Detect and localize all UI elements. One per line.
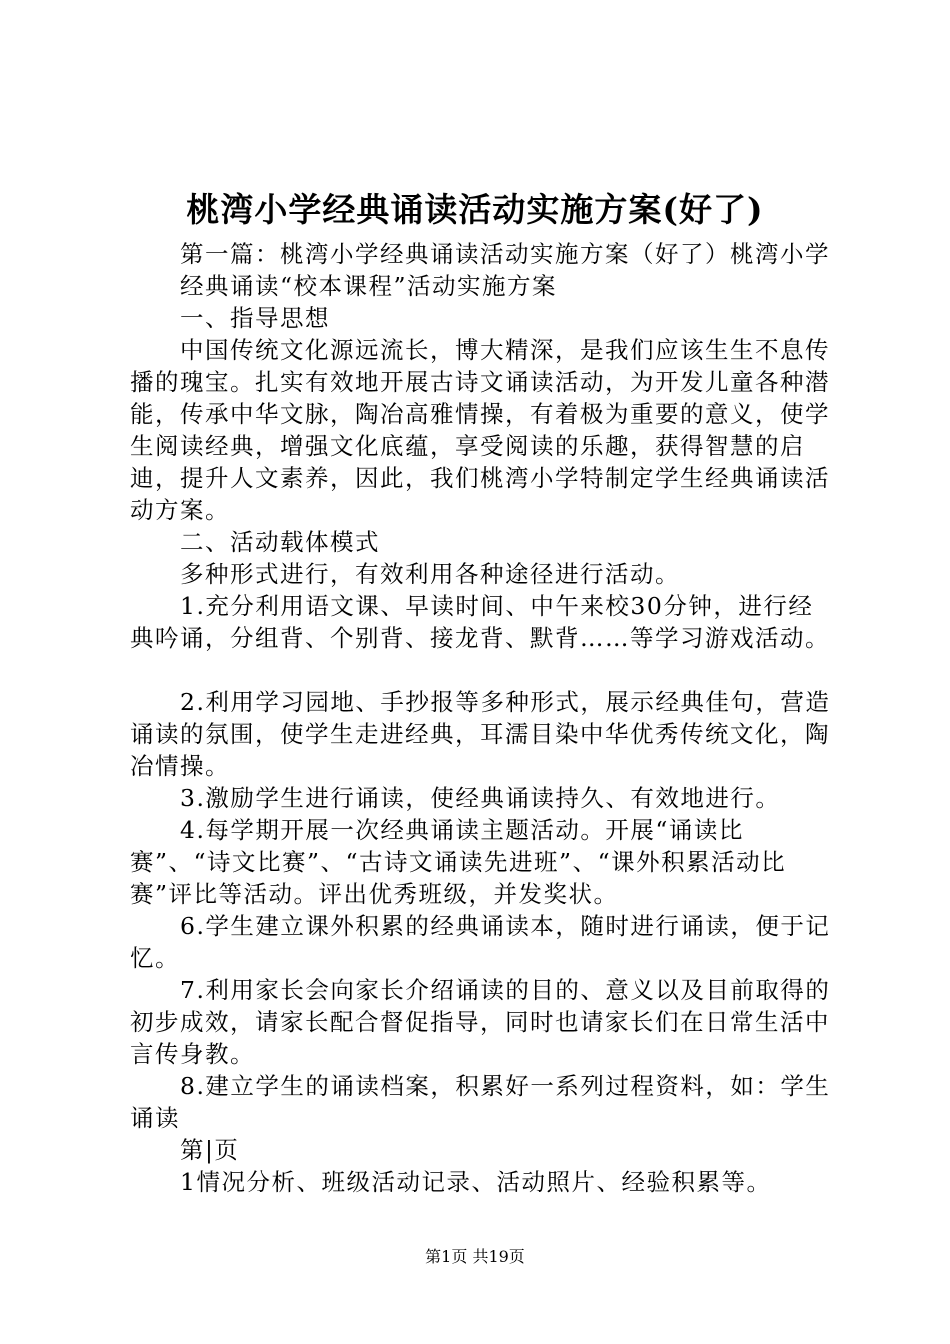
paragraph-activity-mode: 多种形式进行，有效利用各种途径进行活动。 xyxy=(180,560,680,588)
paragraph-subtitle: 经典诵读“校本课程”活动实施方案 xyxy=(180,272,558,300)
list-item-4: 4.每学期开展一次经典诵读主题活动。开展“诵读比赛”、“诗文比赛”、“古诗文诵读先进班”、“课外积累活动比赛”评比等活动。评出优秀班级，并发奖状。 xyxy=(130,816,787,908)
heading-guiding-ideology: 一、指导思想 xyxy=(180,304,330,332)
document-body xyxy=(130,238,832,1198)
list-item-8: 8.建立学生的诵读档案，积累好一系列过程资料，如：学生诵读 xyxy=(130,1072,831,1132)
inline-page-marker: 第|页 xyxy=(180,1136,240,1164)
list-item-7: 7.利用家长会向家长介绍诵读的目的、意义以及目前取得的初步成效，请家长配合督促指导，同时也请家长们在日常生活中言传身教。 xyxy=(130,976,831,1068)
list-item-2: 2.利用学习园地、手抄报等多种形式，展示经典佳句，营造诵读的氛围，使学生走进经典，耳濡目染中华优秀传统文化，陶冶情操。 xyxy=(130,688,831,780)
paragraph-continuation: 1情况分析、班级活动记录、活动照片、经验积累等。 xyxy=(180,1168,772,1196)
list-item-6: 6.学生建立课外积累的经典诵读本，随时进行诵读，便于记忆。 xyxy=(130,912,831,972)
paragraph-guiding-ideology: 中国传统文化源远流长，博大精深，是我们应该生生不息传播的瑰宝。扎实有效地开展古诗文诵读活动，为开发儿童各种潜能，传承中华文脉，陶冶高雅情操，有着极为重要的意义，使学生阅读经典，增强文化底蕴，享受阅读的乐趣，获得智慧的启迪，提升人文素养，因此，我们桃湾小学特制定学生经典诵读活动方案。 xyxy=(130,336,830,524)
list-item-1: 1.充分利用语文课、早读时间、中午来校30分钟，进行经典吟诵，分组背、个别背、接龙背、默背……等学习游戏活动。 xyxy=(130,592,830,652)
paragraph-first-section: 第一篇：桃湾小学经典诵读活动实施方案（好了）桃湾小学 xyxy=(180,240,830,268)
list-item-3: 3.激励学生进行诵读，使经典诵读持久、有效地进行。 xyxy=(180,784,781,812)
heading-activity-mode: 二、活动载体模式 xyxy=(180,528,380,556)
document-title: 桃湾小学经典诵读活动实施方案(好了) xyxy=(186,190,764,229)
page-footer: 第1页 共19页 xyxy=(425,1247,525,1266)
